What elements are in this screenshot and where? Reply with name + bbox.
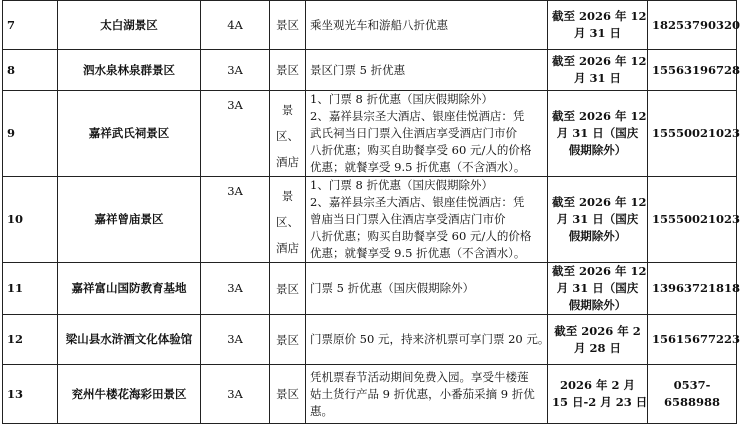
cell-line: 优惠；就餐享受 9.5 折优惠（不含酒水）。 bbox=[310, 246, 526, 260]
validity-period bbox=[548, 315, 648, 365]
cell-line: 景区 bbox=[276, 332, 299, 347]
cell-line: 门票原价 50 元，持来济机票可享门票 20 元。 bbox=[310, 332, 550, 346]
scenic-name: 嘉祥武氏祠景区 bbox=[58, 91, 201, 177]
cell-line: 景区门票 5 折优惠 bbox=[310, 62, 406, 77]
table-body bbox=[3, 1, 740, 424]
cell-line: 门票 5 折优惠（国庆假期除外） bbox=[310, 281, 475, 295]
cell-line: 1、门票 8 折优惠（国庆假期除外） bbox=[310, 178, 493, 192]
validity-period bbox=[548, 263, 648, 315]
scenic-name: 兖州牛楼花海彩田景区 bbox=[58, 365, 201, 424]
cell-line: 1、门票 8 折优惠（国庆假期除外） bbox=[310, 92, 493, 106]
table-row bbox=[3, 263, 737, 315]
cell-line: 景区、 bbox=[276, 189, 299, 229]
row-number: 7 bbox=[3, 1, 58, 50]
validity-period bbox=[548, 50, 648, 91]
table-row bbox=[3, 1, 737, 50]
discount-table bbox=[2, 0, 740, 424]
cell-line: 景区 bbox=[276, 18, 299, 32]
row-number: 13 bbox=[3, 365, 58, 424]
scenic-level: 3A bbox=[201, 315, 270, 365]
cell-line: 惠。 bbox=[310, 403, 333, 418]
scenic-name: 嘉祥曾庙景区 bbox=[58, 177, 201, 263]
venue-type bbox=[270, 91, 306, 177]
cell-line: 凭机票春节活动期间免费入园。享受牛楼莲 bbox=[310, 369, 529, 384]
validity-period bbox=[548, 91, 648, 177]
cell-line: 优惠；就餐享受 9.5 折优惠（不含酒水）。 bbox=[310, 160, 526, 174]
contact-phone: 0537-6588988 bbox=[648, 365, 737, 424]
validity-period bbox=[548, 177, 648, 263]
venue-type bbox=[270, 177, 306, 263]
discount-description bbox=[306, 263, 548, 315]
row-number: 11 bbox=[3, 263, 58, 315]
cell-line: 月 31 日 bbox=[573, 71, 621, 85]
scenic-level: 3A bbox=[201, 365, 270, 424]
contact-phone: 18253790320 bbox=[648, 1, 737, 50]
table-row bbox=[3, 315, 737, 365]
cell-line: 曾庙当日门票入住酒店享受酒店门市价 bbox=[310, 212, 506, 226]
discount-description bbox=[306, 177, 548, 263]
cell-line: 景区、 bbox=[276, 103, 299, 143]
row-number: 10 bbox=[3, 177, 58, 263]
scenic-level: 3A bbox=[201, 50, 270, 91]
cell-line: 截至 2026 年 2 bbox=[554, 323, 641, 338]
cell-line: 截至 2026 年 12 bbox=[552, 109, 647, 123]
scenic-level: 3A bbox=[201, 177, 270, 263]
cell-line: 2、嘉祥县宗圣大酒店、银座佳悦酒店：凭 bbox=[310, 109, 525, 123]
venue-type bbox=[270, 263, 306, 315]
cell-line: 截至 2026 年 12 bbox=[552, 195, 647, 209]
cell-line: 景区 bbox=[276, 387, 299, 401]
scenic-level: 3A bbox=[201, 91, 270, 177]
table-row bbox=[3, 365, 737, 424]
cell-line: 酒店 bbox=[276, 155, 299, 169]
discount-description bbox=[306, 1, 548, 50]
contact-phone: 15563196728 bbox=[648, 50, 737, 91]
discount-description bbox=[306, 365, 548, 424]
cell-line: 姑土货行产品 9 折优惠，小番茄采摘 9 折优 bbox=[310, 386, 535, 401]
cell-line: 乘坐观光车和游船八折优惠 bbox=[310, 17, 448, 32]
venue-type bbox=[270, 365, 306, 424]
cell-line: 截至 2026 年 12 bbox=[552, 9, 647, 23]
contact-phone: 15615677223 bbox=[648, 315, 737, 365]
cell-line: 酒店 bbox=[276, 241, 299, 255]
cell-line: 假期除外） bbox=[568, 143, 627, 157]
cell-line: 月 31 日（国庆 bbox=[556, 126, 639, 140]
row-number: 12 bbox=[3, 315, 58, 365]
contact-phone: 15550021023 bbox=[648, 177, 737, 263]
discount-description bbox=[306, 91, 548, 177]
cell-line: 八折优惠；购买自助餐享受 60 元/人的价格 bbox=[310, 229, 532, 243]
cell-line: 假期除外） bbox=[568, 298, 627, 312]
venue-type bbox=[270, 50, 306, 91]
row-number: 9 bbox=[3, 91, 58, 177]
cell-line: 假期除外） bbox=[568, 229, 627, 243]
table-row bbox=[3, 177, 737, 263]
cell-line: 景区 bbox=[276, 63, 299, 77]
scenic-name: 梁山县水浒酒文化体验馆 bbox=[58, 315, 201, 365]
contact-phone: 13963721818 bbox=[648, 263, 737, 315]
cell-line: 截至 2026 年 12 bbox=[552, 264, 647, 278]
scenic-level: 3A bbox=[201, 263, 270, 315]
scenic-level: 4A bbox=[201, 1, 270, 50]
cell-line: 八折优惠；购买自助餐享受 60 元/人的价格 bbox=[310, 143, 532, 157]
row-number: 8 bbox=[3, 50, 58, 91]
venue-type bbox=[270, 1, 306, 50]
cell-line: 15 日-2 月 23 日 bbox=[552, 395, 648, 409]
validity-period bbox=[548, 365, 648, 424]
cell-line: 景区 bbox=[276, 281, 299, 296]
table-row bbox=[3, 91, 737, 177]
cell-line: 月 28 日 bbox=[573, 340, 621, 355]
venue-type bbox=[270, 315, 306, 365]
scenic-name: 嘉祥富山国防教育基地 bbox=[58, 263, 201, 315]
discount-description bbox=[306, 315, 548, 365]
cell-line: 武氏祠当日门票入住酒店享受酒店门市价 bbox=[310, 126, 517, 140]
discount-description bbox=[306, 50, 548, 91]
validity-period bbox=[548, 1, 648, 50]
table-row bbox=[3, 50, 737, 91]
contact-phone: 15550021023 bbox=[648, 91, 737, 177]
cell-line: 2、嘉祥县宗圣大酒店、银座佳悦酒店：凭 bbox=[310, 195, 525, 209]
cell-line: 截至 2026 年 12 bbox=[552, 54, 647, 68]
cell-line: 月 31 日（国庆 bbox=[556, 281, 639, 295]
cell-line: 2026 年 2 月 bbox=[559, 378, 636, 392]
cell-line: 月 31 日 bbox=[573, 26, 621, 40]
scenic-name: 泗水泉林泉群景区 bbox=[58, 50, 201, 91]
cell-line: 月 31 日（国庆 bbox=[556, 212, 639, 226]
scenic-name: 太白湖景区 bbox=[58, 1, 201, 50]
